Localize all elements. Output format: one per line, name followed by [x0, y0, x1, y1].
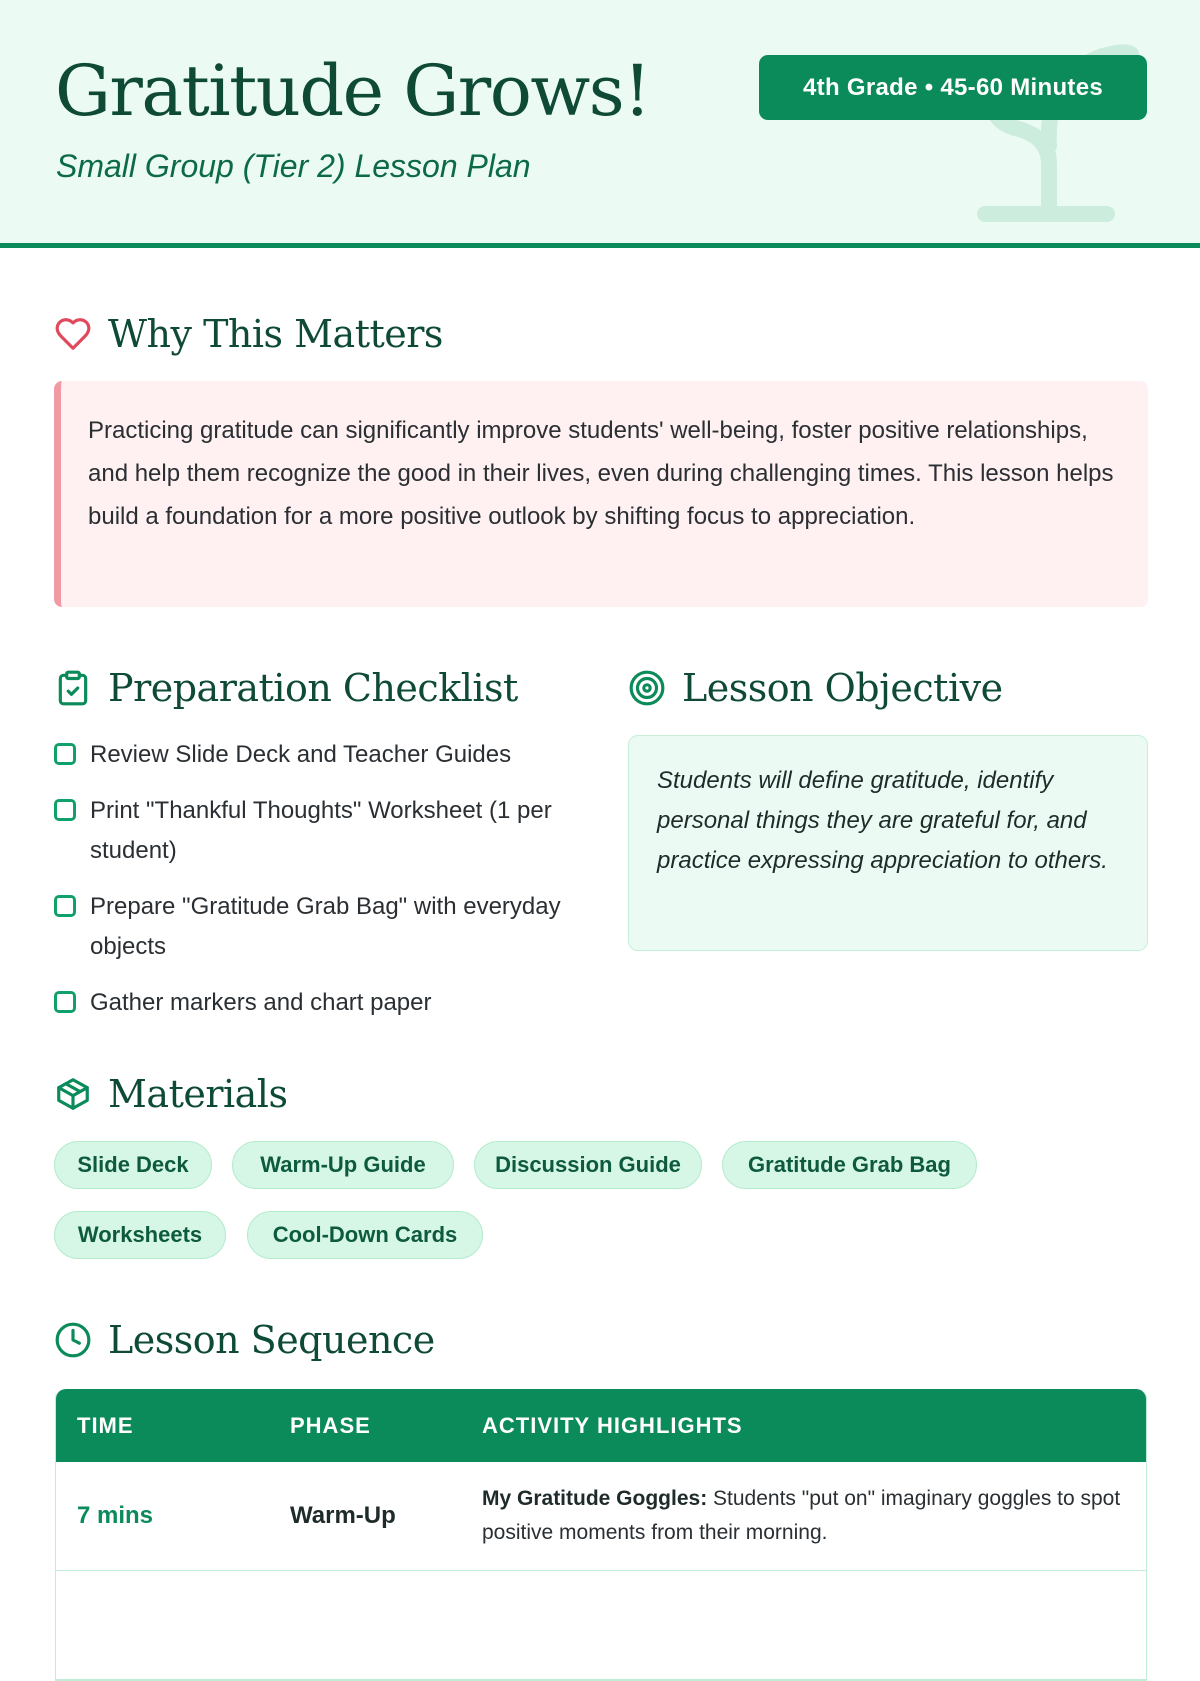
activity-title: My Gratitude Goggles:: [482, 1487, 708, 1510]
checkbox[interactable]: [54, 991, 76, 1013]
row-phase: Warm-Up: [269, 1462, 461, 1571]
sequence-heading: Lesson Sequence: [108, 1318, 435, 1362]
page-title: Gratitude Grows!: [55, 50, 650, 132]
material-tag: Slide Deck: [54, 1141, 212, 1189]
checklist-item-label: Prepare "Gratitude Grab Bag" with everyday objects: [90, 893, 561, 960]
why-text: Practicing gratitude can significantly improve students' well-being, foster positive relationships, and help them recognize the good in their lives, even during challenging times. This lesson helps build a foundation for a more positive outlook by shifting focus to appreciation.: [88, 417, 1114, 530]
checklist-item[interactable]: [54, 983, 574, 1023]
materials-section-heading: [54, 1072, 287, 1116]
grade-duration-badge: 4th Grade • 45-60 Minutes: [759, 55, 1147, 120]
table-row: [56, 1571, 1146, 1680]
checklist-item[interactable]: [54, 791, 574, 871]
material-tag: Warm-Up Guide: [232, 1141, 454, 1189]
objective-callout: [628, 735, 1148, 951]
material-tag: Discussion Guide: [474, 1141, 702, 1189]
objective-text: Students will define gratitude, identify personal things they are grateful for, and practice expressing appreciation to others.: [657, 767, 1108, 874]
preparation-checklist: [54, 735, 574, 1039]
column-header-activity: ACTIVITY HIGHLIGHTS: [461, 1389, 1146, 1462]
table-header-row: [56, 1389, 1146, 1462]
objective-heading: Lesson Objective: [682, 666, 1003, 710]
checklist-item[interactable]: [54, 887, 574, 967]
clipboard-check-icon: [54, 669, 92, 707]
row-time: 7 mins: [56, 1462, 269, 1571]
column-header-time: TIME: [56, 1389, 269, 1462]
lesson-sequence-table: [55, 1389, 1147, 1681]
material-tag: Gratitude Grab Bag: [722, 1141, 977, 1189]
material-tag: Cool-Down Cards: [247, 1211, 483, 1259]
sequence-section-heading: [54, 1318, 435, 1362]
box-icon: [54, 1075, 92, 1113]
row-activity: [461, 1462, 1146, 1571]
target-icon: [628, 669, 666, 707]
page-subtitle: Small Group (Tier 2) Lesson Plan: [56, 148, 531, 184]
column-header-phase: PHASE: [269, 1389, 461, 1462]
material-tag: Worksheets: [54, 1211, 226, 1259]
checklist-item-label: Print "Thankful Thoughts" Worksheet (1 per student): [90, 797, 552, 864]
table-row: [56, 1462, 1146, 1571]
objective-section-heading: [628, 666, 1003, 710]
checklist-item[interactable]: [54, 735, 574, 775]
checkbox[interactable]: [54, 743, 76, 765]
checklist-item-label: Gather markers and chart paper: [90, 989, 432, 1016]
checklist-item-label: Review Slide Deck and Teacher Guides: [90, 741, 512, 768]
activity-text: Students "put on" imaginary goggles to spot positive moments from their morning.: [482, 1487, 1121, 1544]
clock-icon: [54, 1321, 92, 1359]
checklist-section-heading: [54, 666, 518, 710]
why-section-heading: [54, 312, 443, 356]
heart-icon: [54, 315, 92, 353]
materials-heading: Materials: [108, 1072, 288, 1116]
why-callout: [54, 381, 1148, 607]
header-banner: [0, 0, 1200, 248]
checkbox[interactable]: [54, 799, 76, 821]
checkbox[interactable]: [54, 895, 76, 917]
checklist-heading: Preparation Checklist: [108, 666, 518, 710]
why-heading: Why This Matters: [108, 312, 443, 356]
